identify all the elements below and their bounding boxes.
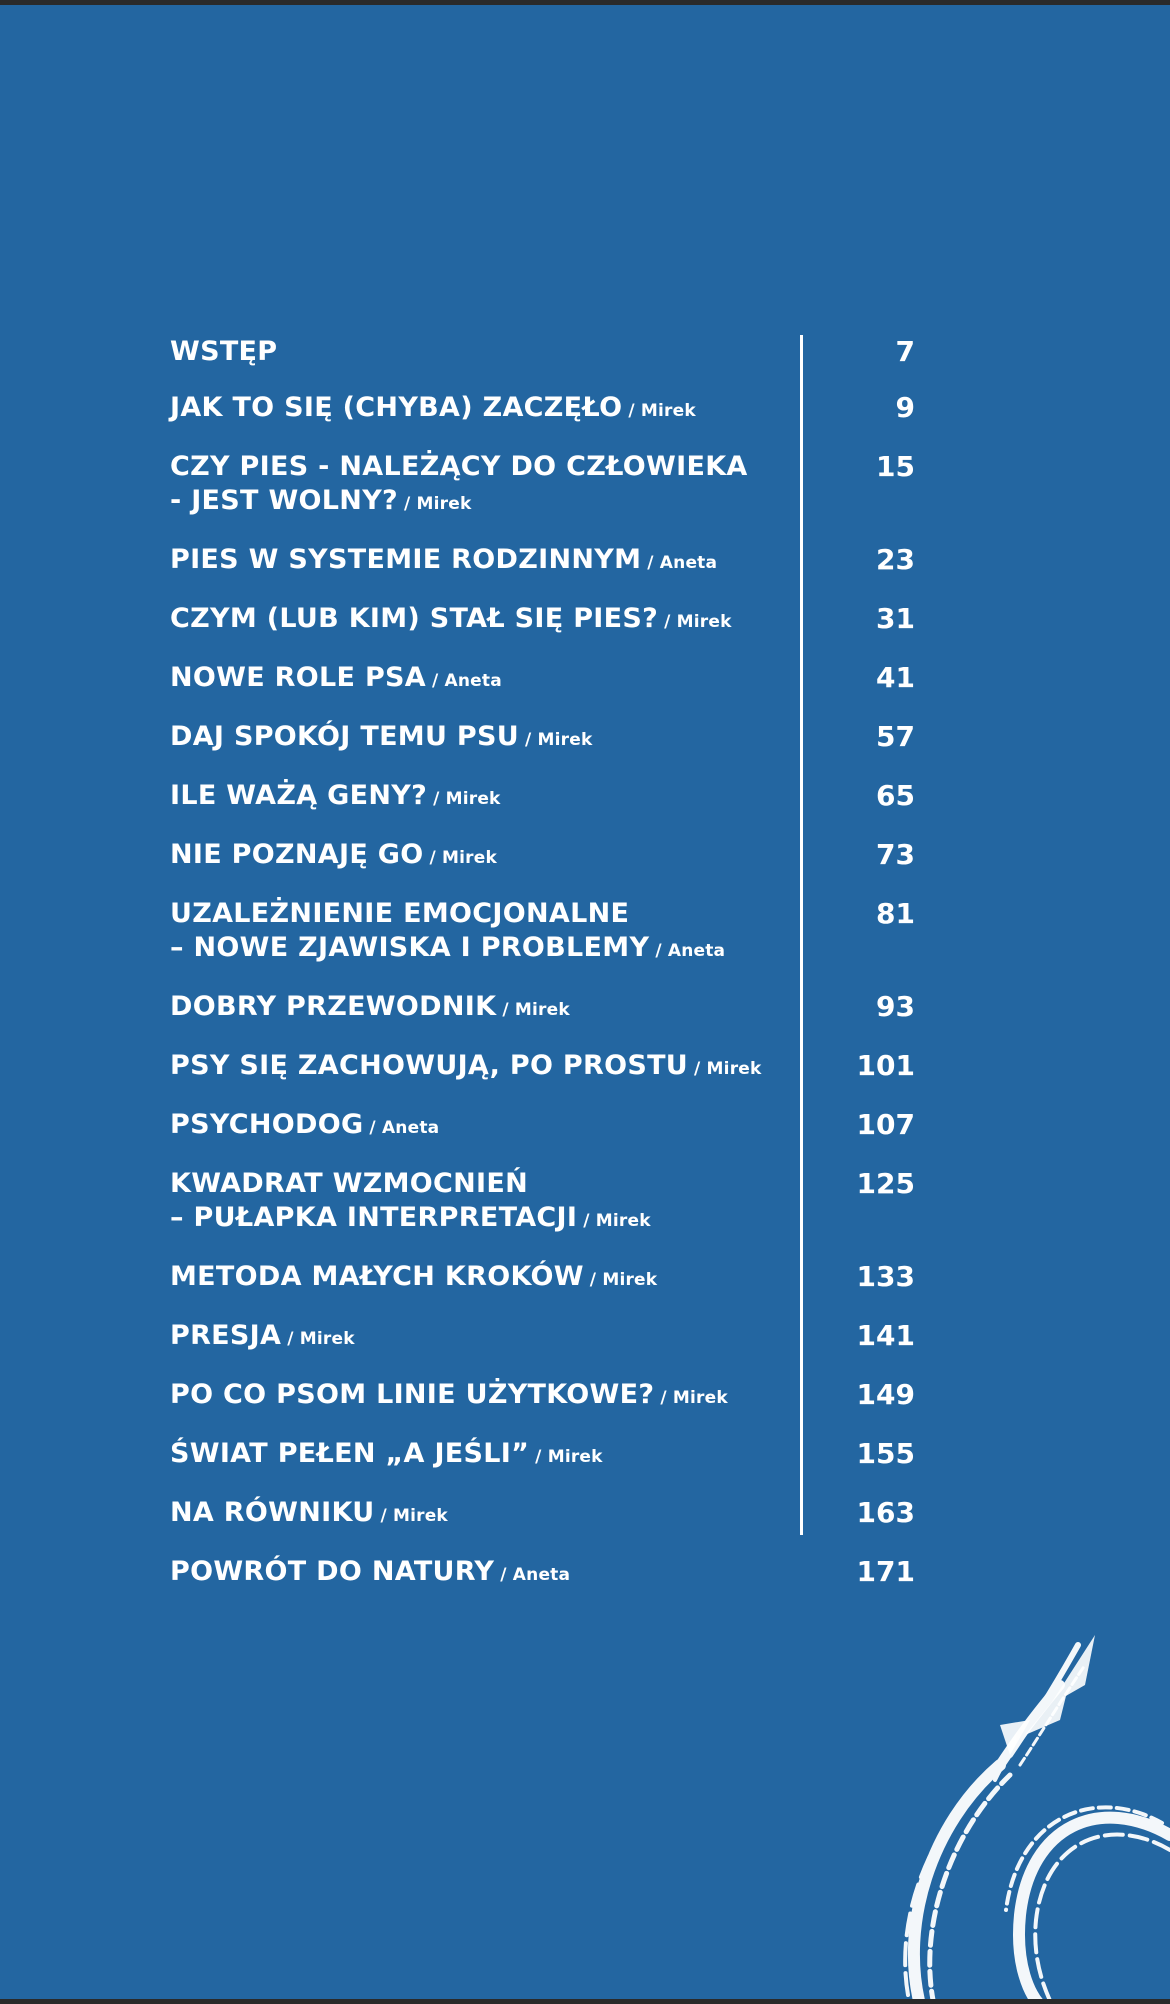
toc-entry-page-number: 141 bbox=[856, 1319, 915, 1352]
toc-entry[interactable] bbox=[170, 531, 915, 590]
toc-entry-title-line bbox=[170, 1201, 770, 1238]
toc-entry-title bbox=[170, 1167, 770, 1238]
toc-entry-author: / Mirek bbox=[429, 848, 498, 868]
toc-entry-page-number: 125 bbox=[856, 1167, 915, 1200]
toc-entry-title-text: PSY SIĘ ZACHOWUJĄ, PO PROSTU bbox=[170, 1050, 689, 1081]
toc-entry-author: / Mirek bbox=[380, 1506, 448, 1526]
toc-entry-title-line bbox=[170, 484, 770, 521]
toc-entry-title bbox=[170, 335, 770, 369]
toc-entry[interactable] bbox=[170, 885, 915, 978]
toc-entry[interactable] bbox=[170, 826, 915, 885]
toc-entry-page-number: 107 bbox=[856, 1108, 915, 1141]
toc-entry-title-text: – NOWE ZJAWISKA I PROBLEMY bbox=[170, 932, 650, 963]
toc-entry-author: / Mirek bbox=[524, 730, 593, 750]
toc-entry-title bbox=[170, 1555, 770, 1592]
toc-entry-title-text: CZY PIES - NALEŻĄCY DO CZŁOWIEKA bbox=[170, 451, 748, 482]
toc-entry-author: / Mirek bbox=[589, 1270, 658, 1290]
toc-entry-title-line bbox=[170, 1319, 770, 1356]
toc-entry-title-text: PIES W SYSTEMIE RODZINNYM bbox=[170, 544, 642, 575]
toc-entry-title-text: ŚWIAT PEŁEN „A JEŚLI” bbox=[170, 1438, 530, 1469]
toc-entry[interactable] bbox=[170, 1155, 915, 1248]
toc-entry-title bbox=[170, 1319, 770, 1356]
toc-entry-title-text: NA RÓWNIKU bbox=[170, 1497, 375, 1528]
toc-entry-author: / Mirek bbox=[502, 1000, 570, 1020]
toc-entry-page-number: 15 bbox=[876, 450, 915, 483]
toc-entry-author: / Mirek bbox=[664, 612, 732, 632]
toc-entry-title-text: NOWE ROLE PSA bbox=[170, 662, 426, 693]
toc-entry-title-line bbox=[170, 990, 770, 1027]
toc-entry-author: / Aneta bbox=[432, 671, 502, 691]
dog-tail-brush-icon bbox=[900, 1625, 1170, 1999]
toc-entry-title-text: – PUŁAPKA INTERPRETACJI bbox=[170, 1202, 578, 1233]
toc-entry[interactable] bbox=[170, 379, 915, 438]
toc-entry-title-text: PO CO PSOM LINIE UŻYTKOWE? bbox=[170, 1379, 655, 1410]
toc-entry-page-number: 41 bbox=[876, 661, 915, 694]
toc-entry-author: / Mirek bbox=[583, 1211, 651, 1231]
toc-entry-title-line bbox=[170, 335, 770, 369]
toc-entry-title-text: ILE WAŻĄ GENY? bbox=[170, 780, 428, 811]
toc-entry-author: / Aneta bbox=[369, 1118, 440, 1138]
toc-entry-page-number: 133 bbox=[856, 1260, 915, 1293]
toc-entry-title-line bbox=[170, 391, 770, 428]
toc-entry-title-text: DOBRY PRZEWODNIK bbox=[170, 991, 497, 1022]
toc-entry-title-line bbox=[170, 661, 770, 698]
toc-entry-page-number: 73 bbox=[876, 838, 915, 871]
toc-entry[interactable] bbox=[170, 978, 915, 1037]
toc-entry-author: / Aneta bbox=[500, 1565, 571, 1585]
toc-entry-title bbox=[170, 1260, 770, 1297]
toc-entry-title-line bbox=[170, 897, 770, 931]
toc-entry[interactable] bbox=[170, 1096, 915, 1155]
toc-entry-title bbox=[170, 897, 770, 968]
toc-entry-page-number: 31 bbox=[876, 602, 915, 635]
toc-entry-title bbox=[170, 838, 770, 875]
toc-entry[interactable] bbox=[170, 1248, 915, 1307]
toc-entry-title bbox=[170, 1108, 770, 1145]
toc-entry-title bbox=[170, 661, 770, 698]
toc-entry[interactable] bbox=[170, 438, 915, 531]
toc-entry-title bbox=[170, 720, 770, 757]
toc-entry-page-number: 155 bbox=[856, 1437, 915, 1470]
toc-entry-title bbox=[170, 602, 770, 639]
toc-entry-author: / Mirek bbox=[404, 494, 472, 514]
toc-entry[interactable] bbox=[170, 1484, 915, 1543]
bottom-frame-bar bbox=[0, 1999, 1170, 2004]
toc-entry-title bbox=[170, 779, 770, 816]
toc-entry-title-text: CZYM (LUB KIM) STAŁ SIĘ PIES? bbox=[170, 603, 659, 634]
toc-entry-author: / Mirek bbox=[287, 1329, 355, 1349]
toc-entry-title-text: KWADRAT WZMOCNIEŃ bbox=[170, 1168, 528, 1199]
toc-entry-title-text: PRESJA bbox=[170, 1320, 282, 1351]
toc-entry-page-number: 9 bbox=[895, 391, 915, 424]
toc-entry[interactable] bbox=[170, 1425, 915, 1484]
toc-entry-page-number: 93 bbox=[876, 990, 915, 1023]
toc-entry-title-text: NIE POZNAJĘ GO bbox=[170, 839, 424, 870]
toc-entry-title-line bbox=[170, 1049, 770, 1086]
toc-entry-page-number: 81 bbox=[876, 897, 915, 930]
toc-entry-title bbox=[170, 990, 770, 1027]
toc-entry-page-number: 171 bbox=[856, 1555, 915, 1588]
toc-entry-title bbox=[170, 1049, 770, 1086]
toc-entry-title-text: UZALEŻNIENIE EMOCJONALNE bbox=[170, 898, 630, 929]
toc-entry-title-line bbox=[170, 1260, 770, 1297]
toc-entry-author: / Mirek bbox=[660, 1388, 728, 1408]
toc-entry-title-line bbox=[170, 779, 770, 816]
toc-entry-author: / Aneta bbox=[647, 553, 718, 573]
toc-entry-page-number: 7 bbox=[895, 335, 915, 368]
toc-entry-title-text: DAJ SPOKÓJ TEMU PSU bbox=[170, 721, 519, 752]
toc-entry-title bbox=[170, 450, 770, 521]
toc-entry-title-line bbox=[170, 450, 770, 484]
toc-entry-page-number: 65 bbox=[876, 779, 915, 812]
toc-entry[interactable] bbox=[170, 1037, 915, 1096]
toc-entry-title-line bbox=[170, 1437, 770, 1474]
toc-entry[interactable] bbox=[170, 590, 915, 649]
toc-entry[interactable] bbox=[170, 708, 915, 767]
toc-entry-title-line bbox=[170, 1108, 770, 1145]
toc-entry-title bbox=[170, 1378, 770, 1415]
toc-entry-title bbox=[170, 1496, 770, 1533]
toc-entry-title-line bbox=[170, 838, 770, 875]
toc-entry-title-text: METODA MAŁYCH KROKÓW bbox=[170, 1261, 584, 1292]
toc-entry-page-number: 163 bbox=[856, 1496, 915, 1529]
toc-entry-title-text: POWRÓT DO NATURY bbox=[170, 1556, 495, 1587]
toc-entry-title-line bbox=[170, 1167, 770, 1201]
toc-entry-page-number: 101 bbox=[856, 1049, 915, 1082]
toc-entry-title-line bbox=[170, 543, 770, 580]
toc-entry-title-line bbox=[170, 602, 770, 639]
toc-entry-title-text: PSYCHODOG bbox=[170, 1109, 364, 1140]
table-of-contents bbox=[170, 323, 915, 1602]
toc-entry-author: / Aneta bbox=[655, 941, 726, 961]
toc-entry[interactable] bbox=[170, 649, 915, 708]
toc-entry-title-text: - JEST WOLNY? bbox=[170, 485, 399, 516]
toc-entry-author: / Mirek bbox=[433, 789, 501, 809]
toc-entry-title-line bbox=[170, 1496, 770, 1533]
toc-entry-title-text: JAK TO SIĘ (CHYBA) ZACZĘŁO bbox=[170, 392, 623, 423]
toc-entry-title-line bbox=[170, 1555, 770, 1592]
toc-entry-title-line bbox=[170, 720, 770, 757]
toc-entry[interactable] bbox=[170, 1543, 915, 1602]
toc-entry-author: / Mirek bbox=[694, 1059, 762, 1079]
toc-entry-title-text: WSTĘP bbox=[170, 336, 278, 367]
toc-entry-author: / Mirek bbox=[535, 1447, 603, 1467]
toc-entry[interactable] bbox=[170, 767, 915, 826]
toc-entry-title bbox=[170, 543, 770, 580]
toc-entry-author: / Mirek bbox=[628, 401, 696, 421]
toc-entry[interactable] bbox=[170, 323, 915, 379]
toc-entry-page-number: 57 bbox=[876, 720, 915, 753]
toc-entry-title-line bbox=[170, 1378, 770, 1415]
toc-entry-page-number: 149 bbox=[856, 1378, 915, 1411]
toc-entry-title-line bbox=[170, 931, 770, 968]
toc-entry-title bbox=[170, 391, 770, 428]
toc-entry-page-number: 23 bbox=[876, 543, 915, 576]
toc-entry[interactable] bbox=[170, 1366, 915, 1425]
toc-entry-title bbox=[170, 1437, 770, 1474]
toc-page bbox=[0, 5, 1170, 1999]
toc-entry[interactable] bbox=[170, 1307, 915, 1366]
